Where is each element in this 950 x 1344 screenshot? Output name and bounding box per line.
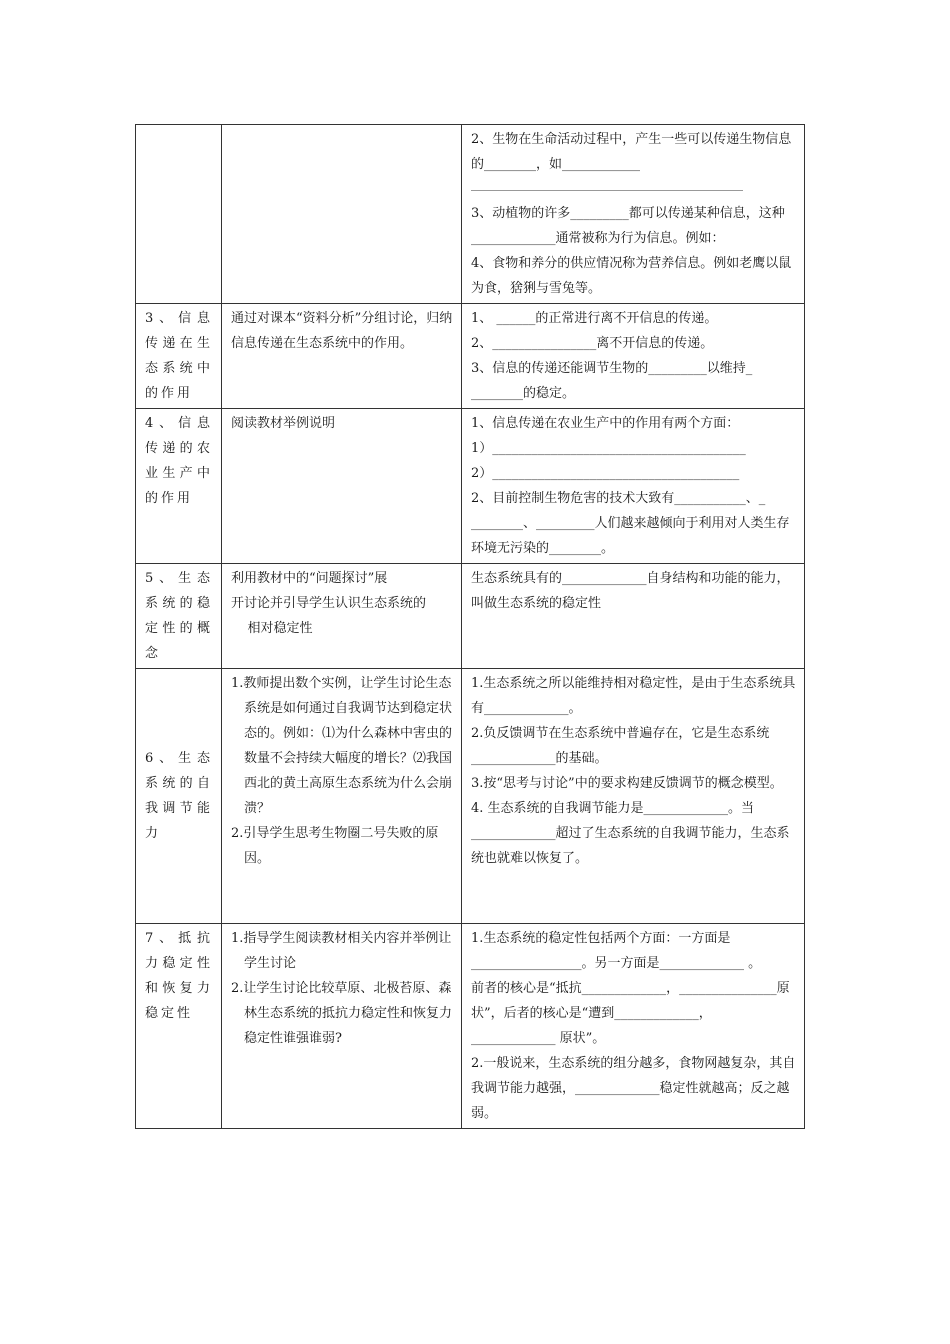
- lesson-plan-table: [135, 124, 805, 1129]
- content-cell: 2、生物在生命活动过程中，产生一些可以传递生物信息的________，如____________ 3、动植物的许多_________都可以传递某种信息，这种_____________通常被称为行为信息。例如： 4、食物和养分的供应情况称为营养信息。例如老鹰以鼠为食，猞猁与雪兔等。: [462, 125, 805, 304]
- table-row: [136, 669, 805, 924]
- table-row: [136, 304, 805, 409]
- table-row: [136, 125, 805, 304]
- content-cell: 1、信息传递在农业生产中的作用有两个方面： 1）_______________________________________ 2）______________________________________ 2、目前控制生物危害的技术大致有___________、_ ________、_________人们越来越倾向于利用对人类生存环境无污染的________。: [462, 409, 805, 564]
- topic-cell: [136, 125, 222, 304]
- activity-cell: [222, 924, 462, 1129]
- list-item: 2.引导学生思考生物圈二号失败的原因。: [231, 826, 439, 866]
- list-item: 1.指导学生阅读教材相关内容并举例让学生讨论: [231, 931, 452, 971]
- activity-cell: [222, 125, 462, 304]
- list-item: 1.教师提出数个实例，让学生讨论生态系统是如何通过自我调节达到稳定状态的。例如：⑴为什么森林中害虫的数量不会持续大幅度的增长？⑵我国西北的黄土高原生态系统为什么会崩溃？: [231, 676, 453, 816]
- topic-cell: 5、生态系统的稳定性的概念: [136, 564, 222, 669]
- topic-cell: 7、抵抗力稳定性和恢复力稳定性: [136, 924, 222, 1129]
- list-item: 2.让学生讨论比较草原、北极苔原、森林生态系统的抵抗力稳定性和恢复力稳定性谁强谁弱?: [231, 981, 453, 1046]
- activity-cell: 利用教材中的“问题探讨”展 开讨论并引导学生认识生态系统的 相对稳定性: [222, 564, 462, 669]
- activity-cell: [222, 669, 462, 924]
- content-cell: 1.生态系统之所以能维持相对稳定性，是由于生态系统具有_____________。 2.负反馈调节在生态系统中普遍存在，它是生态系统_____________的基础。 3.按“思考与讨论”中的要求构建反馈调节的概念模型。 4. 生态系统的自我调节能力是_____________。当_____________超过了生态系统的自我调节能力，生态系统也就难以恢复了。: [462, 669, 805, 924]
- blank-line: [471, 177, 743, 191]
- content-cell: 1.生态系统的稳定性包括两个方面：一方面是_________________。另一方面是_____________ 。 前者的核心是“抵抗_____________，_______________原状”，后者的核心是“遭到_____________，_____________ 原状”。 2.一般说来，生态系统的组分越多，食物网越复杂，其自我调节能力越强，_____________稳定性就越高；反之越弱。: [462, 924, 805, 1129]
- activity-cell: 阅读教材举例说明: [222, 409, 462, 564]
- activity-cell: 通过对课本“资料分析”分组讨论，归纳信息传递在生态系统中的作用。: [222, 304, 462, 409]
- table-row: [136, 924, 805, 1129]
- topic-cell: 4、信息传递的农业生产中的作用: [136, 409, 222, 564]
- table-row: [136, 409, 805, 564]
- topic-cell: 3、信息传递在生态系统中的作用: [136, 304, 222, 409]
- content-cell: 1、 ______的正常进行离不开信息的传递。 2、________________离不开信息的传递。 3、信息的传递还能调节生物的_________以维持_ ________的稳定。: [462, 304, 805, 409]
- topic-cell: 6、生态系统的自我调节能力: [136, 669, 222, 924]
- content-cell: 生态系统具有的_____________自身结构和功能的能力，叫做生态系统的稳定性: [462, 564, 805, 669]
- table-row: [136, 564, 805, 669]
